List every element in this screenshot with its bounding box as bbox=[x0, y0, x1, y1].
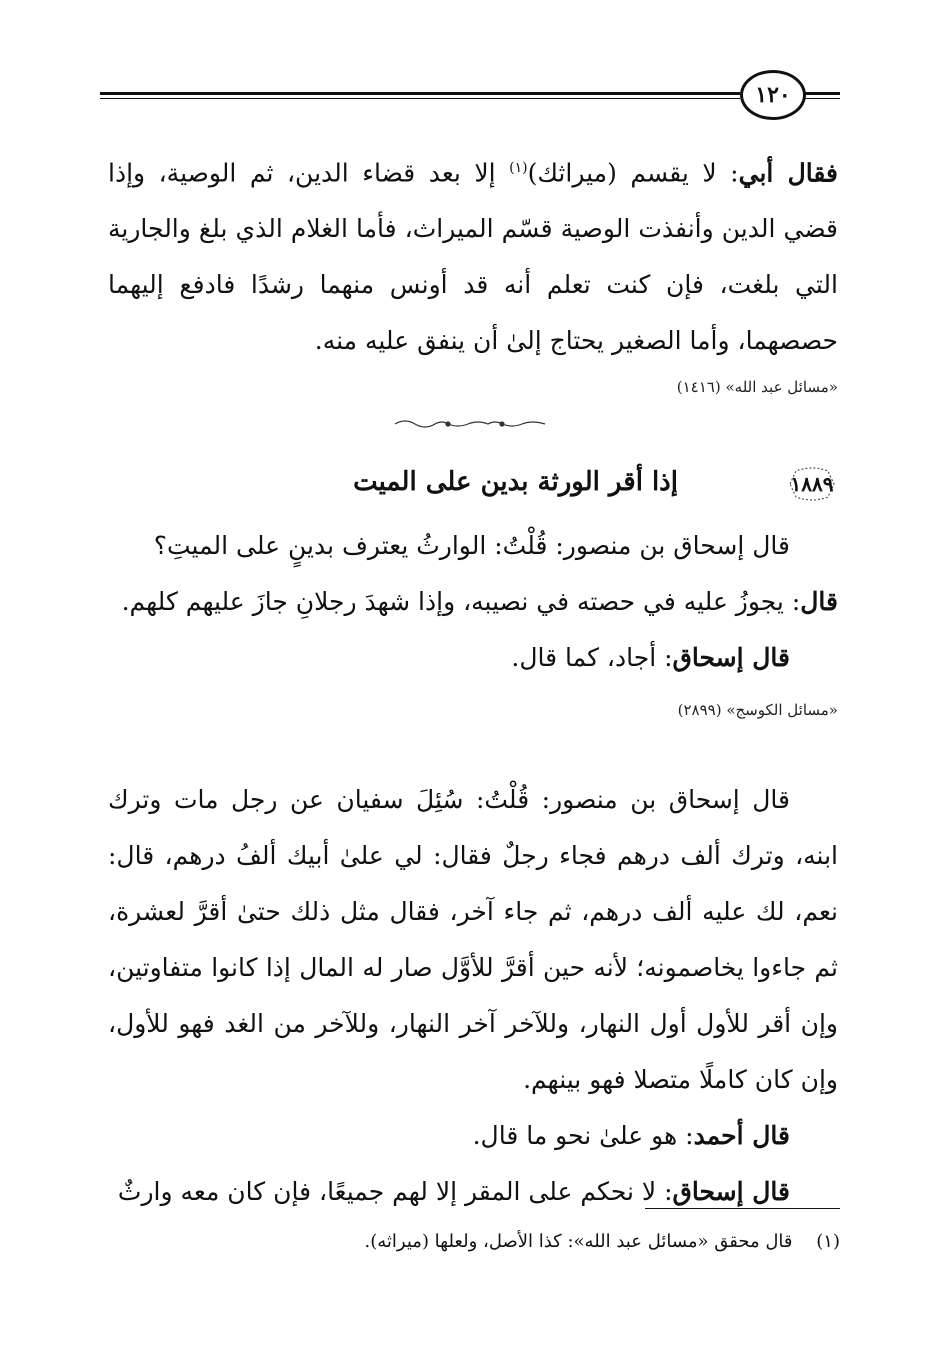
block-3 bbox=[108, 772, 838, 1220]
header-rule-right-thin bbox=[805, 98, 840, 99]
paragraph: قال إسحاق بن منصور: قُلْتُ: الوارثُ يعترف بدينٍ على الميتِ؟ bbox=[153, 531, 790, 560]
paragraph: قال إسحاق بن منصور: قُلْتُ: سُئِلَ سفيان عن رجل مات وترك ابنه، وترك ألف درهم فجاء رجلٌ فقال: لي علىٰ أبيك ألفُ درهم، قال: نعم، لك عليه ألف درهم، ثم جاء آخر، فقال مثل ذلك حتىٰ أقرَّ لعشرة، ثم جاءوا يخاصمونه؛ لأنه حين أقرَّ للأوَّل صار له المال إذا كانوا متفاوتين، وإن أقر للأول أول النهار، وللآخر آخر النهار، وللآخر من الغد فهو للأول، وإن كان كاملًا متصلا فهو بينهم. bbox=[108, 785, 838, 1094]
footnote-ref[interactable]: (١) bbox=[509, 160, 528, 176]
speaker-label: قال إسحاق bbox=[672, 1177, 790, 1206]
paragraph: قال أحمد: هو علىٰ نحو ما قال. bbox=[472, 1121, 790, 1150]
block-2 bbox=[108, 518, 838, 720]
source-citation: «مسائل عبد الله» (١٤١٦) bbox=[676, 378, 838, 397]
paragraph: قال: يجوزُ عليه في حصته في نصيبه، وإذا شهدَ رجلانِ جازَ عليهم كلهم. bbox=[121, 587, 838, 616]
footnote bbox=[200, 1228, 840, 1256]
footnote-rule bbox=[645, 1208, 840, 1209]
paragraph: قال إسحاق: أجاد، كما قال. bbox=[511, 643, 790, 672]
chapter-title: إذا أقر الورثة بدين على الميت bbox=[353, 467, 678, 497]
block-1 bbox=[108, 140, 838, 397]
footnote-text: قال محقق «مسائل عبد الله»: كذا الأصل، ولعلها (ميراثه). bbox=[364, 1231, 793, 1252]
source-citation: «مسائل الكوسج» (٢٨٩٩) bbox=[677, 701, 838, 719]
paragraph: فقال أبي: لا يقسم (ميراثك)$^{(١)}$ إلا بعد قضاء الدين، ثم الوصية، وإذا قضي الدين وأنفذت الوصية قسّم الميراث، فأما الغلام الذي بلغ والجارية التي بلغت، فإن كنت تعلم أنه قد أونس منهما رشدًا فادفع إليهما حصصهما، وأما الصغير يحتاج إلىٰ أن ينفق عليه منه. bbox=[108, 158, 839, 356]
page-number: ١٢٠ bbox=[740, 70, 806, 120]
header-rule-thin bbox=[100, 98, 740, 99]
speaker-label: قال إسحاق bbox=[672, 643, 790, 672]
page-header bbox=[100, 70, 840, 130]
paragraph: قال إسحاق: لا نحكم على المقر إلا لهم جميعًا، فإن كان معه وارثٌ bbox=[117, 1177, 790, 1206]
speaker-label: فقال أبي bbox=[738, 158, 839, 188]
chapter-number-badge bbox=[786, 465, 838, 503]
speaker-label: قال bbox=[800, 587, 838, 616]
chapter-number: ١٨٨٩ bbox=[790, 472, 834, 496]
chapter-heading bbox=[108, 465, 838, 505]
header-rule-right bbox=[805, 92, 840, 95]
footnote-marker: (١) bbox=[816, 1231, 840, 1252]
speaker-label: قال أحمد bbox=[693, 1121, 790, 1150]
header-rule bbox=[100, 92, 740, 95]
ornament-divider-icon bbox=[390, 418, 550, 430]
